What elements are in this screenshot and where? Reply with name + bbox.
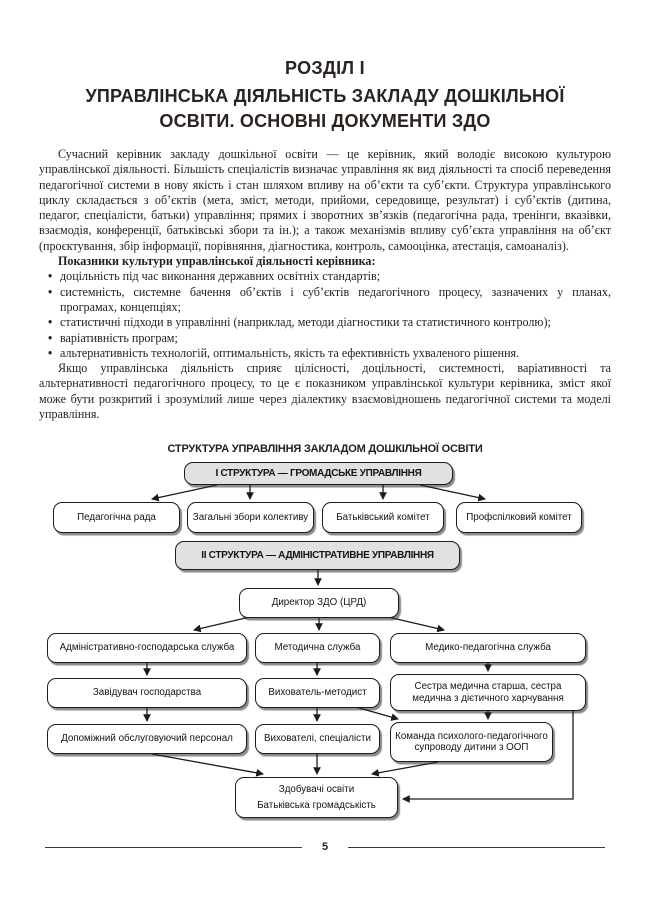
list-item: • доцільність під час виконання державних освітніх стандартів; bbox=[39, 269, 611, 284]
box-parents-committee: Батьківський комітет bbox=[322, 502, 444, 533]
box-household-manager: Завідувач господарства bbox=[47, 678, 247, 708]
page-title: УПРАВЛІНСЬКА ДІЯЛЬНІСТЬ ЗАКЛАДУ ДОШКІЛЬНОЇ ОСВІТИ. ОСНОВНІ ДОКУМЕНТИ ЗДО bbox=[85, 86, 565, 131]
list-item: • системність, системне бачення об’єктів і суб’єктів педагогічного процесу, зазначених у планах, програмах, концепціях; bbox=[39, 285, 611, 316]
box-education-recipients-line1: Здобувачі освіти bbox=[278, 783, 355, 795]
box-methodical-service: Методична служба bbox=[255, 633, 380, 663]
footer-rule-left bbox=[45, 847, 302, 848]
box-senior-nurse: Сестра медична старша, сестра медична з дієтичного харчування bbox=[390, 674, 586, 711]
list-item: • статистичні підходи в управлінні (наприклад, методи діагностики та статистичного контролю); bbox=[39, 315, 611, 330]
footer-rule-right bbox=[348, 847, 605, 848]
box-education-recipients-line2: Батьківська громадськість bbox=[257, 800, 376, 811]
box-structure2-header: ІІ СТРУКТУРА — АДМІНІСТРАТИВНЕ УПРАВЛІННЯ bbox=[175, 541, 460, 570]
indicators-list bbox=[39, 269, 611, 361]
page-header bbox=[39, 56, 611, 134]
box-structure1-header: І СТРУКТУРА — ГРОМАДСЬКЕ УПРАВЛІННЯ bbox=[184, 462, 453, 485]
diagram-title: СТРУКТУРА УПРАВЛІННЯ ЗАКЛАДОМ ДОШКІЛЬНОЇ ОСВІТИ bbox=[167, 443, 483, 455]
box-psycho-pedagogical-team: Команда психолого-педагогічного супроводу дитини з ООП bbox=[390, 722, 553, 762]
body-text bbox=[39, 147, 611, 422]
box-education-recipients bbox=[235, 777, 398, 818]
box-pedagogical-council: Педагогічна рада bbox=[53, 502, 180, 533]
box-director: Директор ЗДО (ЦРД) bbox=[239, 588, 399, 618]
list-item: • варіативність програм; bbox=[39, 331, 611, 346]
page-number: 5 bbox=[321, 841, 329, 853]
box-educators-specialists: Вихователі, спеціалісти bbox=[255, 724, 380, 754]
box-educator-methodist: Вихователь-методист bbox=[255, 678, 380, 708]
box-admin-economic-service: Адміністративно-господарська служба bbox=[47, 633, 247, 663]
indicators-lead: Показники культури управлінської діяльності керівника: bbox=[58, 254, 376, 269]
box-medical-pedagogical-service: Медико-педагогічна служба bbox=[390, 633, 586, 663]
closing-paragraph: Якщо управлінська діяльність сприяє цілісності, доцільності, системності, варіативності та альтернативності педагогічного процесу, то це є показником управлінської культури керівника, зміст якої може бути розкритий і зрозумілий лише через діалектику взаємовідношень педагогічної системи та моделі управління. bbox=[39, 361, 611, 422]
org-chart bbox=[0, 440, 650, 840]
intro-paragraph: Сучасний керівник закладу дошкільної освіти — це керівник, який володіє високою культурою управлінської діяльності. Більшість спеціалістів визначає управління як вид діяльності та спосіб переведення педагогічної системи в нову якість і стан шляхом впливу на об’єкти та суб’єкти. Структура управлінського циклу складається з об’єктів (мета, зміст, методи, прийоми, середовище, результат) і суб’єктів (дитина, педагог, спеціалісти, батьки) управління; прямих і зворотних зв’язків (педагогічна рада, тренінги, вказівки, взаємодія, конференції, батьківські збори та ін.); а також механізмів впливу суб’єкта управління на об’єкт (проєктування, збір інформації, порівняння, діагностика, контроль, самооцінка, атестація, самоаналіз). bbox=[39, 147, 611, 253]
box-trade-union-committee: Профспілковий комітет bbox=[456, 502, 582, 533]
chapter-heading: РОЗДІЛ І bbox=[285, 58, 365, 78]
page-footer bbox=[45, 841, 605, 853]
box-staff-general-meeting: Загальні збори колективу bbox=[187, 502, 314, 533]
box-support-staff: Допоміжний обслуговуючий персонал bbox=[47, 724, 247, 754]
list-item: • альтернативність технологій, оптимальність, якість та ефективність ухваленого рішення. bbox=[39, 346, 611, 361]
